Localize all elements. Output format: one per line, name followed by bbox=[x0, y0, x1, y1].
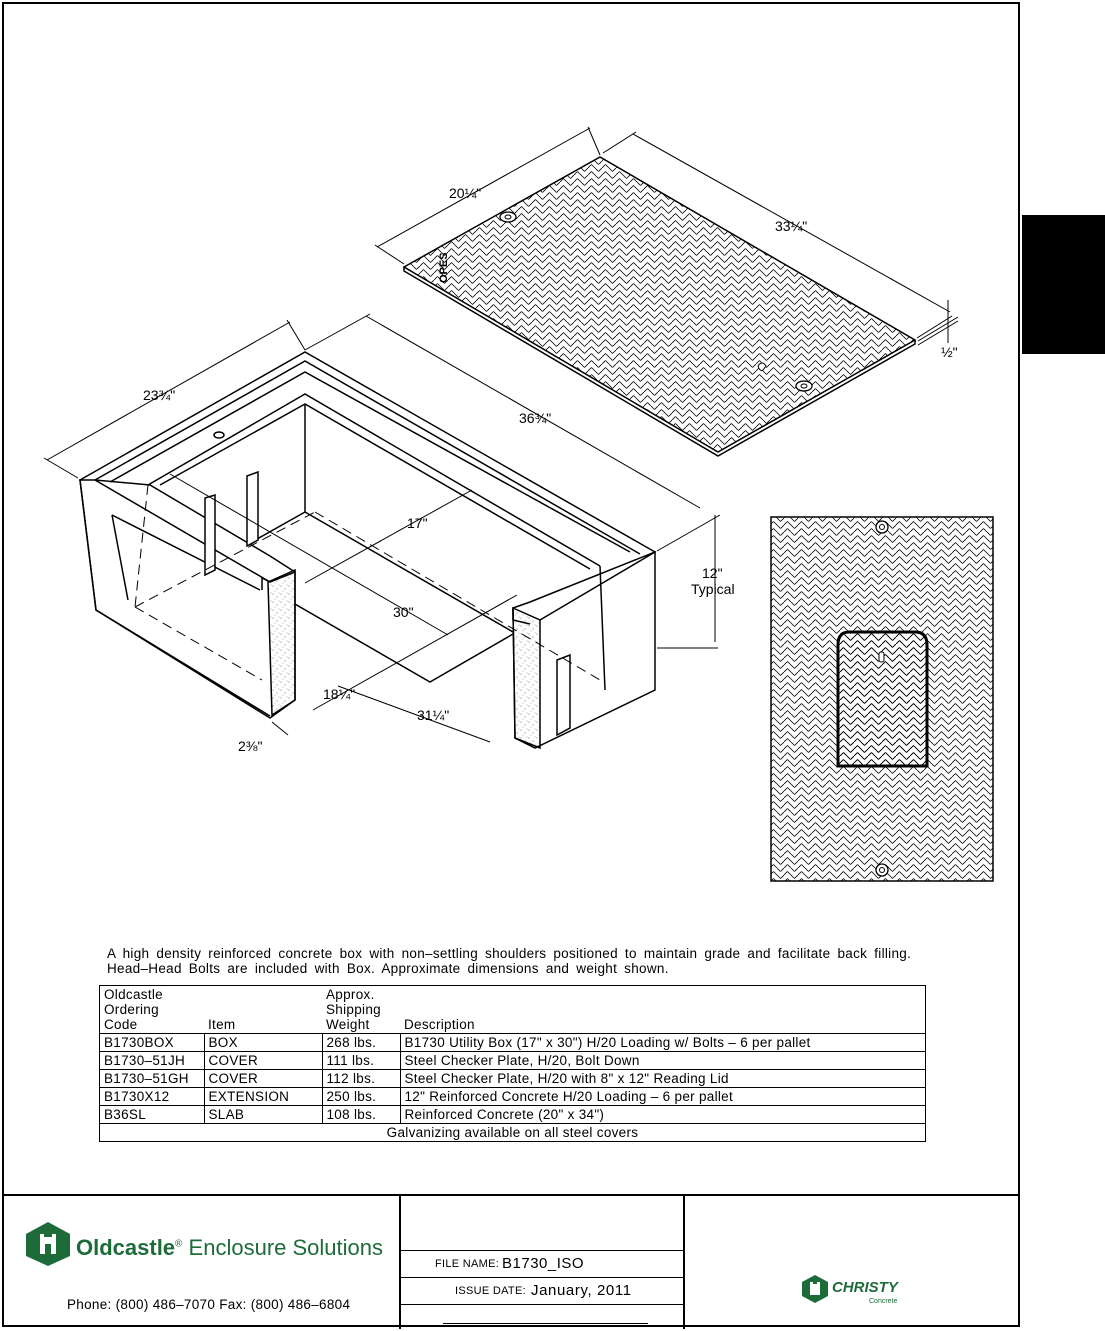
cell-weight: 112 lbs. bbox=[322, 1070, 400, 1088]
title-block-rule bbox=[401, 1277, 683, 1278]
signature-line bbox=[443, 1323, 648, 1324]
cell-description: Steel Checker Plate, H/20, Bolt Down bbox=[400, 1052, 926, 1070]
table-row bbox=[100, 1034, 926, 1052]
cell-code: B36SL bbox=[100, 1106, 205, 1124]
christy-sub: Concrete bbox=[869, 1298, 898, 1305]
cell-weight: 108 lbs. bbox=[322, 1106, 400, 1124]
cell-description: B1730 Utility Box (17" x 30") H/20 Loading w/ Bolts – 6 per pallet bbox=[400, 1034, 926, 1052]
cover-plate-iso bbox=[404, 157, 915, 456]
table-row bbox=[100, 1070, 926, 1088]
title-block-rule bbox=[401, 1304, 683, 1305]
title-block-divider bbox=[399, 1194, 401, 1329]
dim-height-note: Typical bbox=[691, 581, 735, 597]
issue-date: January, 2011 bbox=[531, 1282, 632, 1299]
dim-cover-width: 20¼" bbox=[449, 185, 482, 201]
cell-code: B1730–51JH bbox=[100, 1052, 205, 1070]
title-block-divider bbox=[683, 1194, 685, 1329]
cell-description: Reinforced Concrete (20" x 34") bbox=[400, 1106, 926, 1124]
table-header-row bbox=[100, 986, 926, 1034]
header-code: Oldcastle Ordering Code bbox=[100, 986, 205, 1034]
cell-item: BOX bbox=[204, 1034, 322, 1052]
dim-inside-length: 30" bbox=[393, 604, 414, 620]
cell-item: COVER bbox=[204, 1070, 322, 1088]
company-name bbox=[76, 1235, 383, 1261]
company-suffix: Enclosure Solutions bbox=[188, 1235, 383, 1260]
cell-description: 12" Reinforced Concrete H/20 Loading – 6 per pallet bbox=[400, 1088, 926, 1106]
dim-cover-thickness: ½" bbox=[941, 344, 958, 360]
header-description: Description bbox=[400, 986, 926, 1034]
dim-bottom-width: 18¼" bbox=[323, 686, 356, 702]
christy-name: CHRISTY bbox=[832, 1279, 898, 1296]
christy-logo-icon bbox=[800, 1274, 830, 1304]
dim-height: 12" bbox=[702, 565, 723, 581]
table-row bbox=[100, 1088, 926, 1106]
cell-code: B1730–51GH bbox=[100, 1070, 205, 1088]
galvanizing-note: Galvanizing available on all steel covers bbox=[100, 1124, 926, 1142]
cell-weight: 111 lbs. bbox=[322, 1052, 400, 1070]
dim-bottom-length: 31¼" bbox=[417, 707, 450, 723]
header-item: Item bbox=[204, 986, 322, 1034]
table-row bbox=[100, 1106, 926, 1124]
dim-cover-length: 33¼" bbox=[775, 218, 808, 234]
dim-box-width: 23¾" bbox=[143, 387, 176, 403]
cover-marking: OPES bbox=[438, 252, 450, 283]
file-name-label: FILE NAME: bbox=[435, 1258, 500, 1270]
registered-mark: ® bbox=[175, 1238, 183, 1250]
cell-item: COVER bbox=[204, 1052, 322, 1070]
dim-inside-width: 17" bbox=[407, 515, 428, 531]
cell-weight: 250 lbs. bbox=[322, 1088, 400, 1106]
dim-box-length: 36¾" bbox=[519, 410, 552, 426]
oldcastle-logo-icon bbox=[24, 1220, 72, 1268]
cell-item: SLAB bbox=[204, 1106, 322, 1124]
company-name-main: Oldcastle bbox=[76, 1235, 176, 1260]
cell-description: Steel Checker Plate, H/20 with 8" x 12" Reading Lid bbox=[400, 1070, 926, 1088]
header-weight: Approx. Shipping Weight bbox=[322, 986, 400, 1034]
issue-date-label: ISSUE DATE: bbox=[455, 1285, 526, 1297]
cell-item: EXTENSION bbox=[204, 1088, 322, 1106]
cell-code: B1730X12 bbox=[100, 1088, 205, 1106]
table-row bbox=[100, 1052, 926, 1070]
contact-phone: Phone: (800) 486–7070 Fax: (800) 486–6804 bbox=[67, 1297, 351, 1312]
product-description: A high density reinforced concrete box with non–settling shoulders positioned to maintain grade and facilitate back filling. Head–Head Bolts are included with Box. Approximate dimensions and weight shown. bbox=[107, 946, 912, 976]
cell-weight: 268 lbs. bbox=[322, 1034, 400, 1052]
dim-wall-thickness: 2⅜" bbox=[238, 738, 263, 754]
cover-plan-view bbox=[771, 517, 993, 881]
concrete-box bbox=[80, 352, 655, 748]
file-name: B1730_ISO bbox=[502, 1255, 585, 1272]
table-footer-row bbox=[100, 1124, 926, 1142]
cell-code: B1730BOX bbox=[100, 1034, 205, 1052]
product-table bbox=[99, 985, 926, 1142]
title-block-rule bbox=[401, 1250, 683, 1251]
